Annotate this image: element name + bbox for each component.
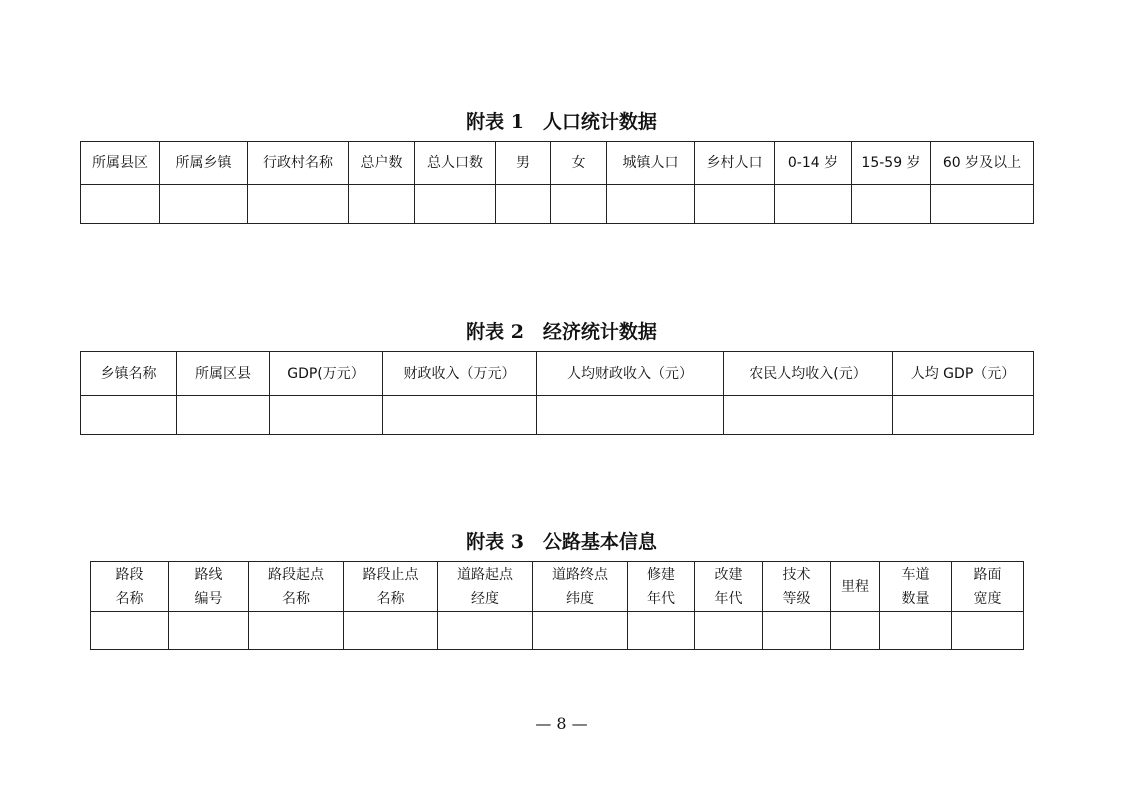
column-header	[880, 562, 952, 612]
table-cell	[952, 612, 1024, 650]
table-cell	[383, 396, 537, 435]
table-row	[91, 612, 1024, 650]
table-cell	[248, 185, 349, 224]
column-header: 男	[496, 142, 551, 185]
header-line-2: 名称	[282, 590, 310, 607]
table-cell	[169, 612, 249, 650]
column-header	[344, 562, 438, 612]
header-line-2: 经度	[471, 590, 499, 607]
header-line-1: 路段止点	[362, 566, 419, 583]
table-cell	[91, 612, 169, 650]
table-cell	[496, 185, 551, 224]
table-2-title: 附表 2 经济统计数据	[466, 321, 657, 343]
table-cell	[249, 612, 344, 650]
column-header	[249, 562, 344, 612]
column-header: 乡镇名称	[81, 352, 177, 396]
header-line-1: 修建	[647, 566, 675, 583]
header-line-1: 路段	[115, 566, 144, 583]
table-cell	[607, 185, 695, 224]
column-header	[533, 562, 628, 612]
header-line-1: 道路终点	[552, 566, 608, 583]
column-header: 所属县区	[81, 142, 160, 185]
header-row	[81, 142, 1034, 185]
table-cell	[81, 396, 177, 435]
table-cell	[628, 612, 695, 650]
header-row	[91, 562, 1024, 612]
column-header: 乡村人口	[695, 142, 775, 185]
table-cell	[763, 612, 831, 650]
column-header: 农民人均收入(元）	[724, 352, 893, 396]
road-info-table	[90, 561, 1024, 650]
column-header: 城镇人口	[607, 142, 695, 185]
column-header	[695, 562, 763, 612]
header-line-2: 年代	[647, 590, 675, 607]
header-line-1: 路面	[973, 566, 1002, 583]
header-row	[81, 352, 1034, 396]
table-cell	[880, 612, 952, 650]
table-cell	[177, 396, 270, 435]
header-line-2: 纬度	[566, 590, 594, 607]
table-cell	[533, 612, 628, 650]
header-line-1: 里程	[841, 578, 869, 595]
page-number: — 8 —	[535, 714, 588, 733]
table-row	[81, 396, 1034, 435]
column-header: 60 岁及以上	[931, 142, 1034, 185]
table-cell	[551, 185, 607, 224]
header-line-2: 等级	[782, 590, 811, 607]
header-line-2: 宽度	[973, 590, 1002, 607]
column-header: 行政村名称	[248, 142, 349, 185]
table-cell	[831, 612, 880, 650]
column-header: 财政收入（万元）	[383, 352, 537, 396]
column-header: 所属乡镇	[160, 142, 248, 185]
table-cell	[852, 185, 931, 224]
column-header	[438, 562, 533, 612]
header-line-2: 名称	[115, 590, 144, 607]
column-header	[952, 562, 1024, 612]
table-cell	[415, 185, 496, 224]
table-cell	[537, 396, 724, 435]
table-cell	[160, 185, 248, 224]
table-cell	[81, 185, 160, 224]
table-cell	[724, 396, 893, 435]
table-3-title: 附表 3 公路基本信息	[466, 531, 657, 553]
header-line-1: 道路起点	[457, 566, 513, 583]
table-cell	[893, 396, 1034, 435]
header-line-1: 技术	[782, 566, 811, 583]
table-cell	[438, 612, 533, 650]
column-header: 所属区县	[177, 352, 270, 396]
header-line-1: 路线	[194, 566, 223, 583]
column-header: 女	[551, 142, 607, 185]
table-row	[81, 185, 1034, 224]
header-line-1: 车道	[901, 566, 930, 583]
header-line-2: 编号	[194, 590, 223, 607]
header-line-2: 年代	[714, 590, 743, 607]
column-header: GDP(万元）	[270, 352, 383, 396]
column-header	[91, 562, 169, 612]
table-1-title: 附表 1 人口统计数据	[466, 111, 657, 133]
header-line-1: 改建	[714, 566, 743, 583]
table-cell	[695, 612, 763, 650]
column-header	[628, 562, 695, 612]
table-cell	[695, 185, 775, 224]
column-header	[169, 562, 249, 612]
column-header: 人均财政收入（元）	[537, 352, 724, 396]
population-table	[80, 141, 1034, 224]
table-cell	[349, 185, 415, 224]
column-header: 人均 GDP（元）	[893, 352, 1034, 396]
column-header: 总户数	[349, 142, 415, 185]
header-line-2: 数量	[901, 590, 930, 607]
column-header: 15-59 岁	[852, 142, 931, 185]
column-header	[763, 562, 831, 612]
economy-table	[80, 351, 1034, 435]
table-cell	[775, 185, 852, 224]
table-cell	[931, 185, 1034, 224]
column-header: 总人口数	[415, 142, 496, 185]
table-cell	[270, 396, 383, 435]
column-header: 0-14 岁	[775, 142, 852, 185]
header-line-2: 名称	[376, 590, 405, 607]
table-cell	[344, 612, 438, 650]
column-header	[831, 562, 880, 612]
header-line-1: 路段起点	[268, 566, 324, 583]
